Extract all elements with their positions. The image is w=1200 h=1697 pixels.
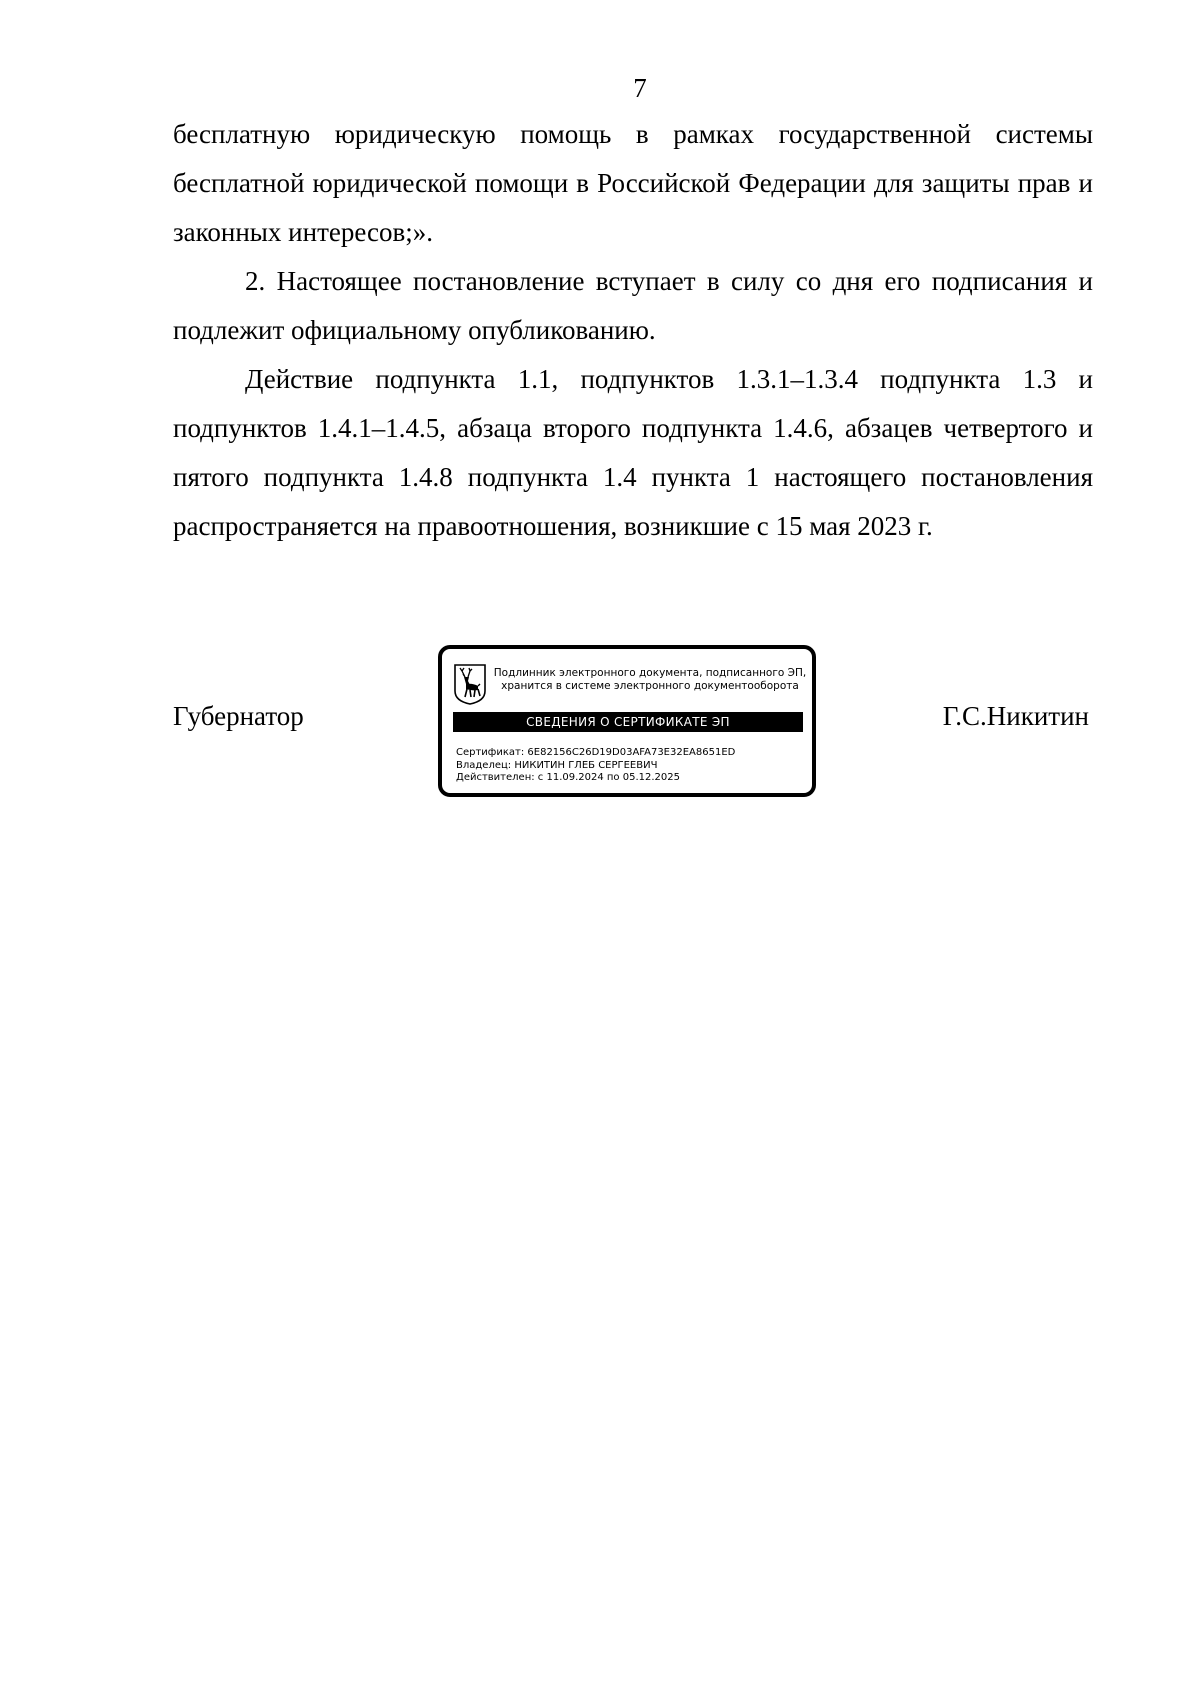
- certificate-header-bar: СВЕДЕНИЯ О СЕРТИФИКАТЕ ЭП: [453, 712, 803, 732]
- page-number: 7: [633, 73, 647, 103]
- stamp-notice: [490, 667, 810, 693]
- stamp-notice-line: хранится в системе электронного документооборота: [501, 680, 799, 692]
- paragraph-continuation: [173, 110, 1093, 257]
- certificate-validity: Действителен: с 11.09.2024 по 05.12.2025: [456, 772, 680, 783]
- electronic-signature-stamp: [438, 645, 816, 797]
- signature-block: [173, 645, 1093, 805]
- certificate-owner: Владелец: НИКИТИН ГЛЕБ СЕРГЕЕВИЧ: [456, 759, 658, 771]
- stamp-notice-line: Подлинник электронного документа, подписанного ЭП,: [493, 667, 807, 679]
- certificate-details: [456, 747, 735, 785]
- certificate-serial: Сертификат: 6E82156C26D19D03AFA73E32EA8651ED: [456, 747, 736, 758]
- paragraph-retroactive-effect: [173, 355, 1093, 551]
- signer-name: Г.С.Никитин: [942, 701, 1089, 731]
- paragraph-effective-date: [173, 257, 1093, 355]
- signer-position: Губернатор: [173, 701, 304, 731]
- paragraph-text: Действие подпункта 1.1, подпунктов 1.3.1–1.3.4 подпункта 1.3 и подпунктов 1.4.1–1.4.5, абзаца второго подпункта 1.4.6, абзацев четвертого и пятого подпункта 1.4.8 подпункта 1.4 пункта 1 настоящего постановления распространяется на правоотношения, возникшие с 15 мая 2023 г.: [173, 364, 1093, 541]
- paragraph-text: бесплатную юридическую помощь в рамках государственной системы бесплатной юридической помощи в Российской Федерации для защиты прав и законных интересов;».: [173, 119, 1093, 247]
- deer-coat-of-arms-icon: [453, 663, 487, 705]
- paragraph-text: 2. Настоящее постановление вступает в силу со дня его подписания и подлежит официальному опубликованию.: [173, 266, 1093, 345]
